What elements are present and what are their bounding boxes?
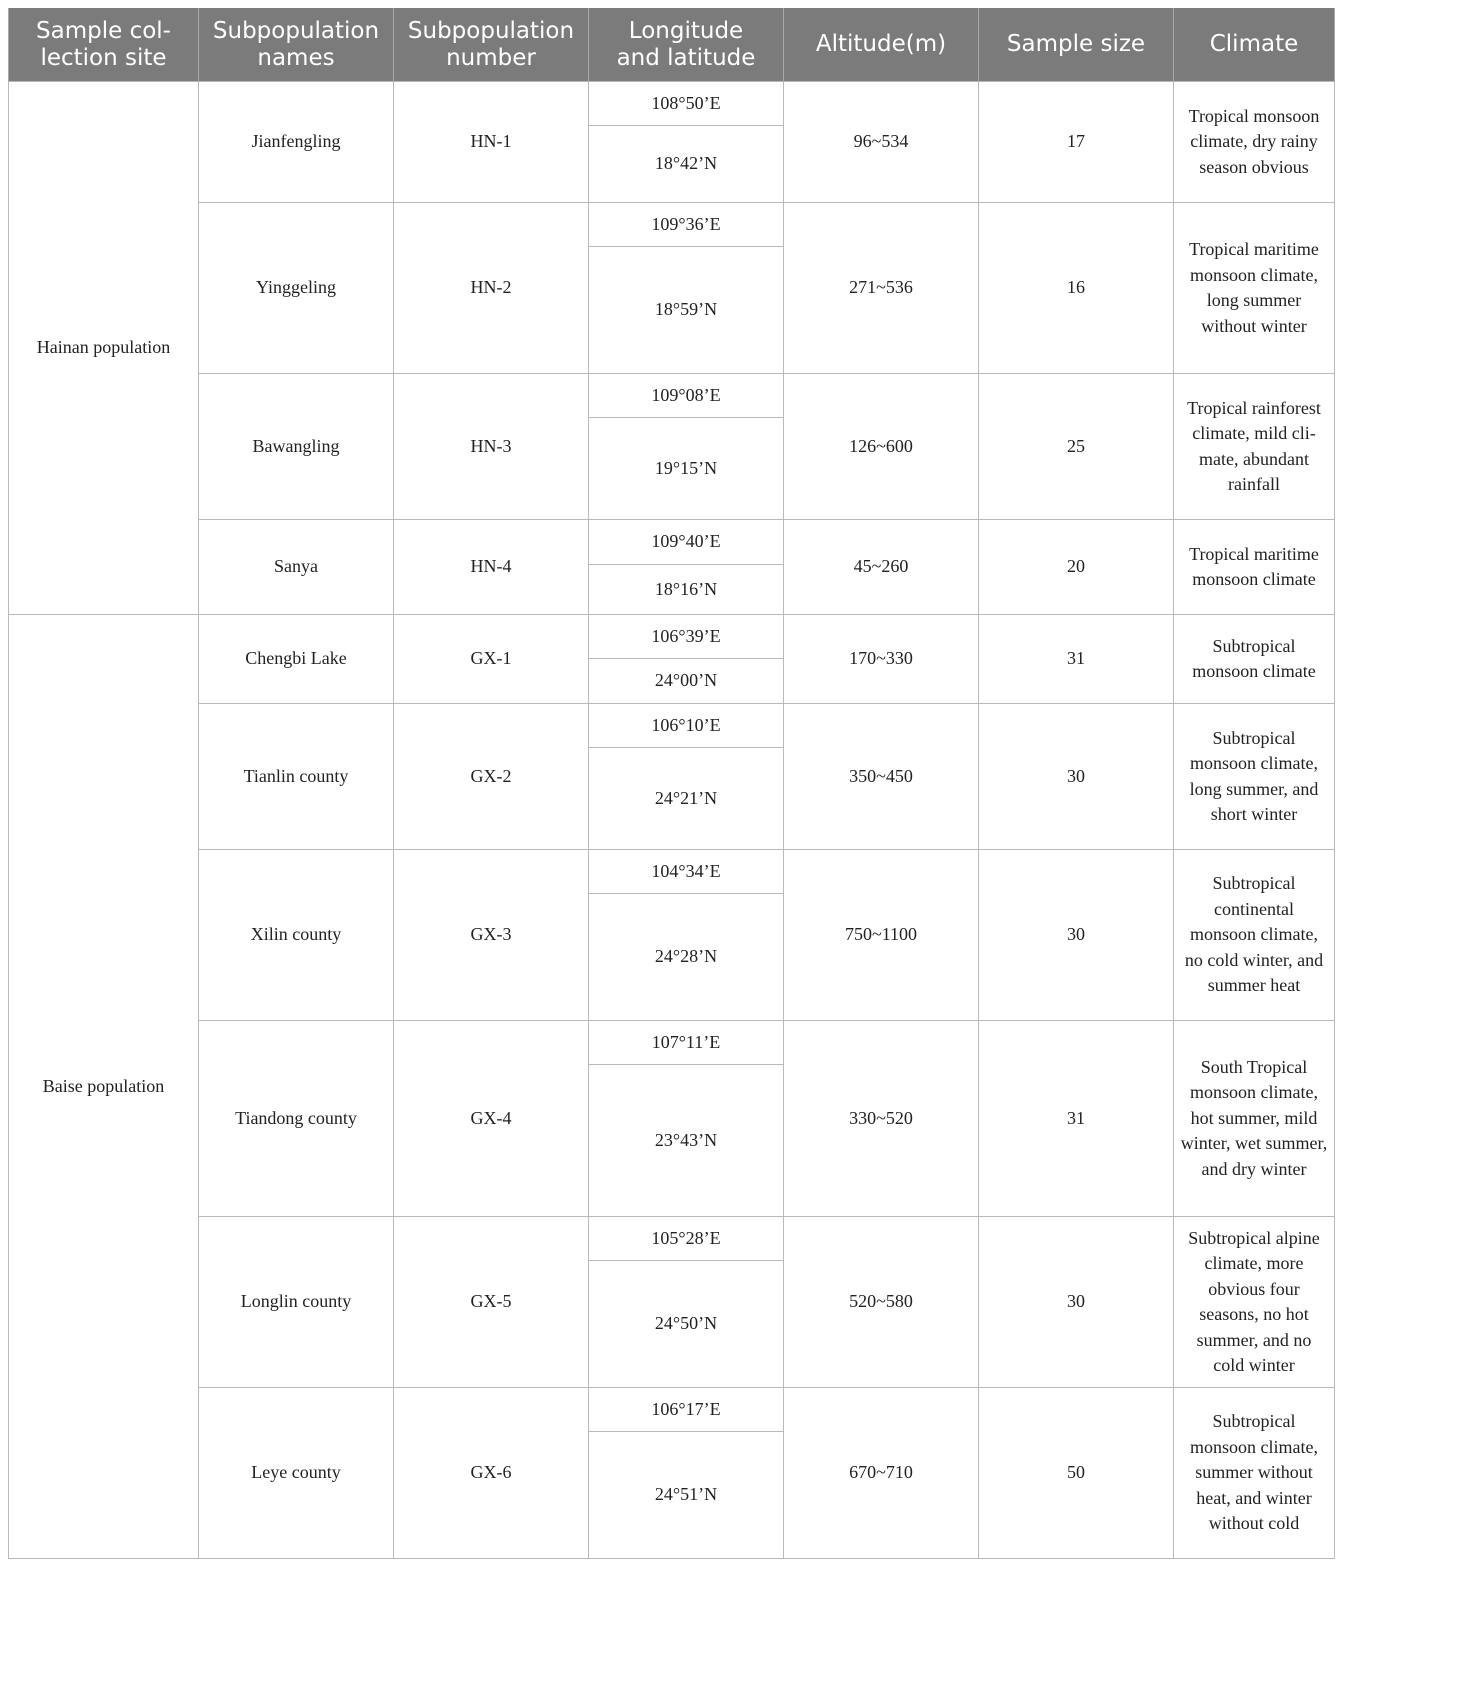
header-sample-size: Sample size (979, 8, 1174, 82)
climate-cell: Subtropical monsoon climate, summer without heat, and winter without cold (1174, 1388, 1335, 1559)
latitude-cell: 24°21’N (589, 748, 784, 850)
subpopulation-number: HN-3 (394, 374, 589, 520)
subpopulation-name: Tiandong county (199, 1021, 394, 1217)
sample-size-cell: 17 (979, 82, 1174, 203)
climate-cell: Tropical monsoon climate, dry rainy season obvious (1174, 82, 1335, 203)
longitude-cell: 109°40’E (589, 520, 784, 565)
longitude-cell: 106°39’E (589, 615, 784, 659)
longitude-cell: 106°10’E (589, 704, 784, 748)
climate-cell: Tropical maritime monsoon climate, long summer without winter (1174, 203, 1335, 374)
latitude-cell: 18°42’N (589, 126, 784, 203)
longitude-cell: 106°17’E (589, 1388, 784, 1432)
sample-size-cell: 16 (979, 203, 1174, 374)
table-row (9, 520, 1335, 565)
climate-cell: Subtropical monsoon climate, long summer, and short winter (1174, 704, 1335, 850)
table-row (9, 850, 1335, 894)
group-site-baise: Baise population (9, 615, 199, 1559)
subpopulation-number: GX-2 (394, 704, 589, 850)
subpopulation-name: Jianfengling (199, 82, 394, 203)
sample-size-cell: 30 (979, 850, 1174, 1021)
header-altitude: Altitude(m) (784, 8, 979, 82)
subpopulation-number: HN-2 (394, 203, 589, 374)
climate-cell: Tropical maritime monsoon climate (1174, 520, 1335, 615)
table-row (9, 203, 1335, 247)
climate-cell: Tropical rainforest climate, mild cli-mate, abundant rainfall (1174, 374, 1335, 520)
subpopulation-name: Yinggeling (199, 203, 394, 374)
population-table (8, 8, 1335, 1559)
table-header-row (9, 8, 1335, 82)
sample-size-cell: 25 (979, 374, 1174, 520)
climate-cell: Subtropical monsoon climate (1174, 615, 1335, 704)
longitude-cell: 105°28’E (589, 1217, 784, 1261)
latitude-cell: 18°59’N (589, 247, 784, 374)
latitude-cell: 23°43’N (589, 1065, 784, 1217)
longitude-cell: 107°11’E (589, 1021, 784, 1065)
longitude-cell: 104°34’E (589, 850, 784, 894)
altitude-cell: 350~450 (784, 704, 979, 850)
longitude-cell: 109°36’E (589, 203, 784, 247)
altitude-cell: 126~600 (784, 374, 979, 520)
header-subpopulation-names: Subpopulation names (199, 8, 394, 82)
subpopulation-name: Leye county (199, 1388, 394, 1559)
subpopulation-name: Xilin county (199, 850, 394, 1021)
subpopulation-number: GX-5 (394, 1217, 589, 1388)
sample-size-cell: 31 (979, 615, 1174, 704)
subpopulation-name: Sanya (199, 520, 394, 615)
subpopulation-name: Bawangling (199, 374, 394, 520)
latitude-cell: 24°50’N (589, 1261, 784, 1388)
climate-cell: Subtropical alpine climate, more obvious four seasons, no hot summer, and no cold winter (1174, 1217, 1335, 1388)
latitude-cell: 24°00’N (589, 659, 784, 704)
altitude-cell: 670~710 (784, 1388, 979, 1559)
subpopulation-number: GX-6 (394, 1388, 589, 1559)
altitude-cell: 96~534 (784, 82, 979, 203)
table-row (9, 704, 1335, 748)
subpopulation-number: GX-3 (394, 850, 589, 1021)
header-longitude-latitude: Longitude and latitude (589, 8, 784, 82)
subpopulation-number: GX-1 (394, 615, 589, 704)
longitude-cell: 109°08’E (589, 374, 784, 418)
altitude-cell: 45~260 (784, 520, 979, 615)
group-site-hainan: Hainan population (9, 82, 199, 615)
table-row (9, 1021, 1335, 1065)
subpopulation-name: Chengbi Lake (199, 615, 394, 704)
subpopulation-number: GX-4 (394, 1021, 589, 1217)
subpopulation-number: HN-4 (394, 520, 589, 615)
table-row (9, 82, 1335, 126)
altitude-cell: 271~536 (784, 203, 979, 374)
climate-cell: Subtropical continental monsoon climate, no cold winter, and summer heat (1174, 850, 1335, 1021)
climate-cell: South Tropical monsoon climate, hot summer, mild winter, wet summer, and dry winter (1174, 1021, 1335, 1217)
table-row (9, 615, 1335, 659)
altitude-cell: 750~1100 (784, 850, 979, 1021)
header-climate: Climate (1174, 8, 1335, 82)
latitude-cell: 24°51’N (589, 1432, 784, 1559)
sample-size-cell: 30 (979, 704, 1174, 850)
latitude-cell: 24°28’N (589, 894, 784, 1021)
table-row (9, 1217, 1335, 1261)
header-subpopulation-number: Subpopulation number (394, 8, 589, 82)
sample-size-cell: 20 (979, 520, 1174, 615)
altitude-cell: 170~330 (784, 615, 979, 704)
sample-size-cell: 30 (979, 1217, 1174, 1388)
subpopulation-name: Longlin county (199, 1217, 394, 1388)
latitude-cell: 19°15’N (589, 418, 784, 520)
sample-size-cell: 50 (979, 1388, 1174, 1559)
latitude-cell: 18°16’N (589, 565, 784, 615)
altitude-cell: 520~580 (784, 1217, 979, 1388)
header-sample-collection-site: Sample col- lection site (9, 8, 199, 82)
table-row (9, 374, 1335, 418)
altitude-cell: 330~520 (784, 1021, 979, 1217)
table-row (9, 1388, 1335, 1432)
sample-size-cell: 31 (979, 1021, 1174, 1217)
subpopulation-name: Tianlin county (199, 704, 394, 850)
longitude-cell: 108°50’E (589, 82, 784, 126)
subpopulation-number: HN-1 (394, 82, 589, 203)
